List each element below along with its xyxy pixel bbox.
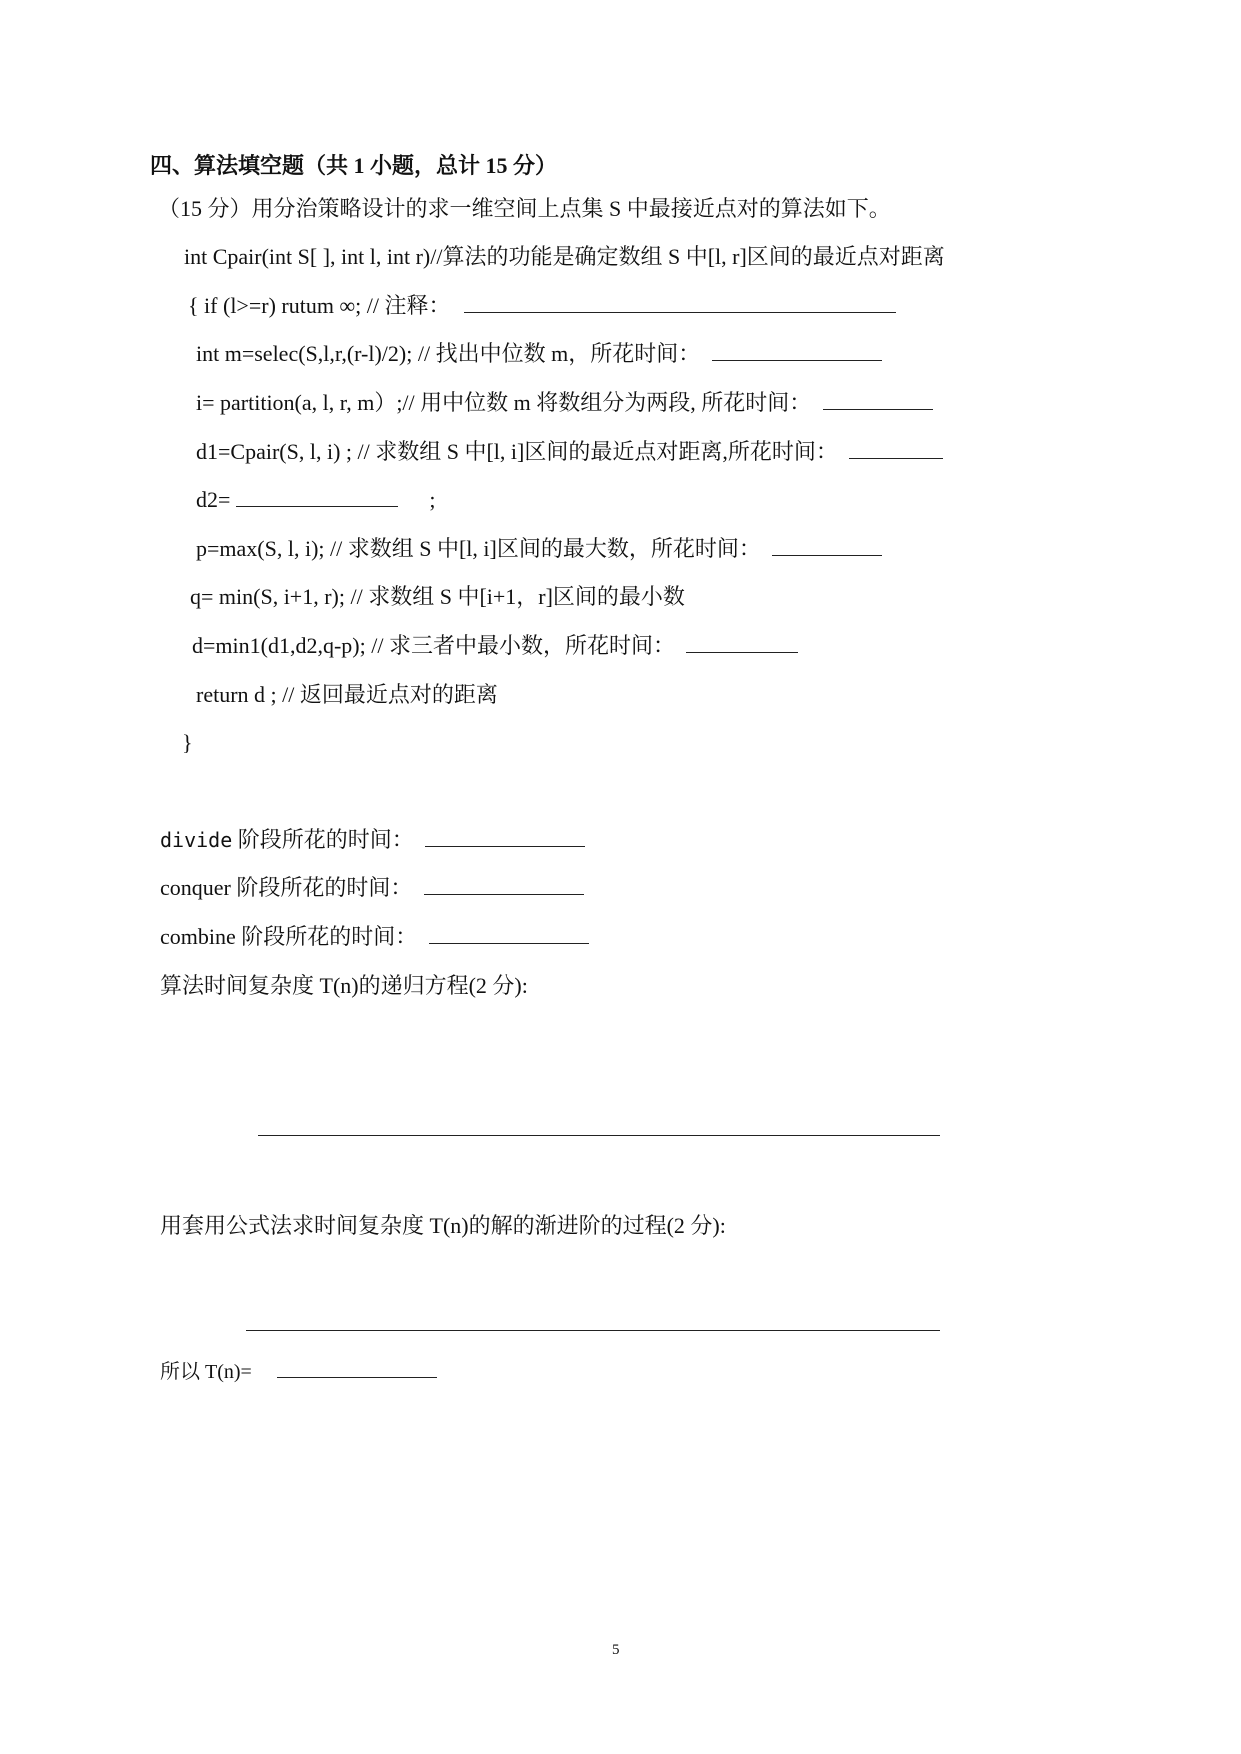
min1-time-blank[interactable] — [686, 634, 798, 653]
code-line-7: q= min(S, i+1, r); // 求数组 S 中[i+1，r]区间的最小数 — [190, 584, 685, 609]
result-blank[interactable] — [277, 1359, 437, 1378]
divide-label: divide — [160, 828, 233, 852]
d1-time-blank[interactable] — [849, 440, 943, 459]
code-close-brace: } — [182, 730, 193, 755]
result-text: 所以 T(n)= — [160, 1361, 252, 1383]
code-line-8-text: d=min1(d1,d2,q-p); // 求三者中最小数，所花时间： — [192, 633, 675, 658]
formula-question: 用套用公式法求时间复杂度 T(n)的解的渐进阶的过程(2 分): — [160, 1213, 726, 1238]
max-time-blank[interactable] — [772, 537, 882, 556]
code-line-3-text: i= partition(a, l, r, m）;// 用中位数 m 将数组分为两段, 所花时间： — [196, 390, 812, 415]
code-header: int Cpair(int S[ ], int l, int r)//算法的功能是确定数组 S 中[l, r]区间的最近点对距离 — [184, 244, 945, 269]
conquer-question — [160, 874, 584, 902]
section-title: 四、算法填空题（共 1 小题，总计 15 分） — [150, 153, 558, 178]
code-line-2-text: int m=selec(S,l,r,(r-l)/2); // 找出中位数 m，所花时间： — [196, 341, 701, 366]
code-line-2 — [196, 340, 882, 368]
conquer-text: conquer 阶段所花的时间： — [160, 875, 413, 900]
formula-answer-line[interactable] — [246, 1330, 940, 1331]
divide-text: 阶段所花的时间： — [232, 827, 414, 852]
code-line-8 — [192, 632, 798, 660]
recurrence-question: 算法时间复杂度 T(n)的递归方程(2 分): — [160, 973, 528, 998]
combine-text: combine 阶段所花的时间： — [160, 924, 418, 949]
code-line-6 — [196, 535, 882, 563]
code-line-9: return d ; // 返回最近点对的距离 — [196, 682, 498, 707]
code-line-6-text: p=max(S, l, i); // 求数组 S 中[l, i]区间的最大数，所花时间： — [196, 536, 761, 561]
code-line-1-text: { if (l>=r) rutum ∞; // 注释： — [188, 293, 451, 318]
partition-time-blank[interactable] — [823, 391, 933, 410]
code-line-5-prefix: d2= — [196, 487, 231, 512]
selec-time-blank[interactable] — [712, 342, 882, 361]
page-number: 5 — [612, 1642, 620, 1658]
code-line-4 — [196, 438, 943, 466]
question-intro: （15 分）用分治策略设计的求一维空间上点集 S 中最接近点对的算法如下。 — [158, 196, 891, 221]
recurrence-answer-line[interactable] — [258, 1135, 940, 1136]
code-line-3 — [196, 389, 933, 417]
d2-blank[interactable] — [236, 488, 398, 507]
code-line-5-suffix: ; — [429, 487, 436, 512]
divide-time-blank[interactable] — [425, 828, 585, 847]
combine-time-blank[interactable] — [429, 925, 589, 944]
code-line-4-text: d1=Cpair(S, l, i) ; // 求数组 S 中[l, i]区间的最近点对距离,所花时间： — [196, 439, 838, 464]
code-line-1 — [188, 292, 896, 320]
divide-question — [160, 826, 585, 854]
comment-blank[interactable] — [464, 294, 896, 313]
combine-question — [160, 923, 589, 951]
code-line-5 — [196, 486, 436, 514]
result-question — [160, 1358, 437, 1386]
conquer-time-blank[interactable] — [424, 876, 584, 895]
